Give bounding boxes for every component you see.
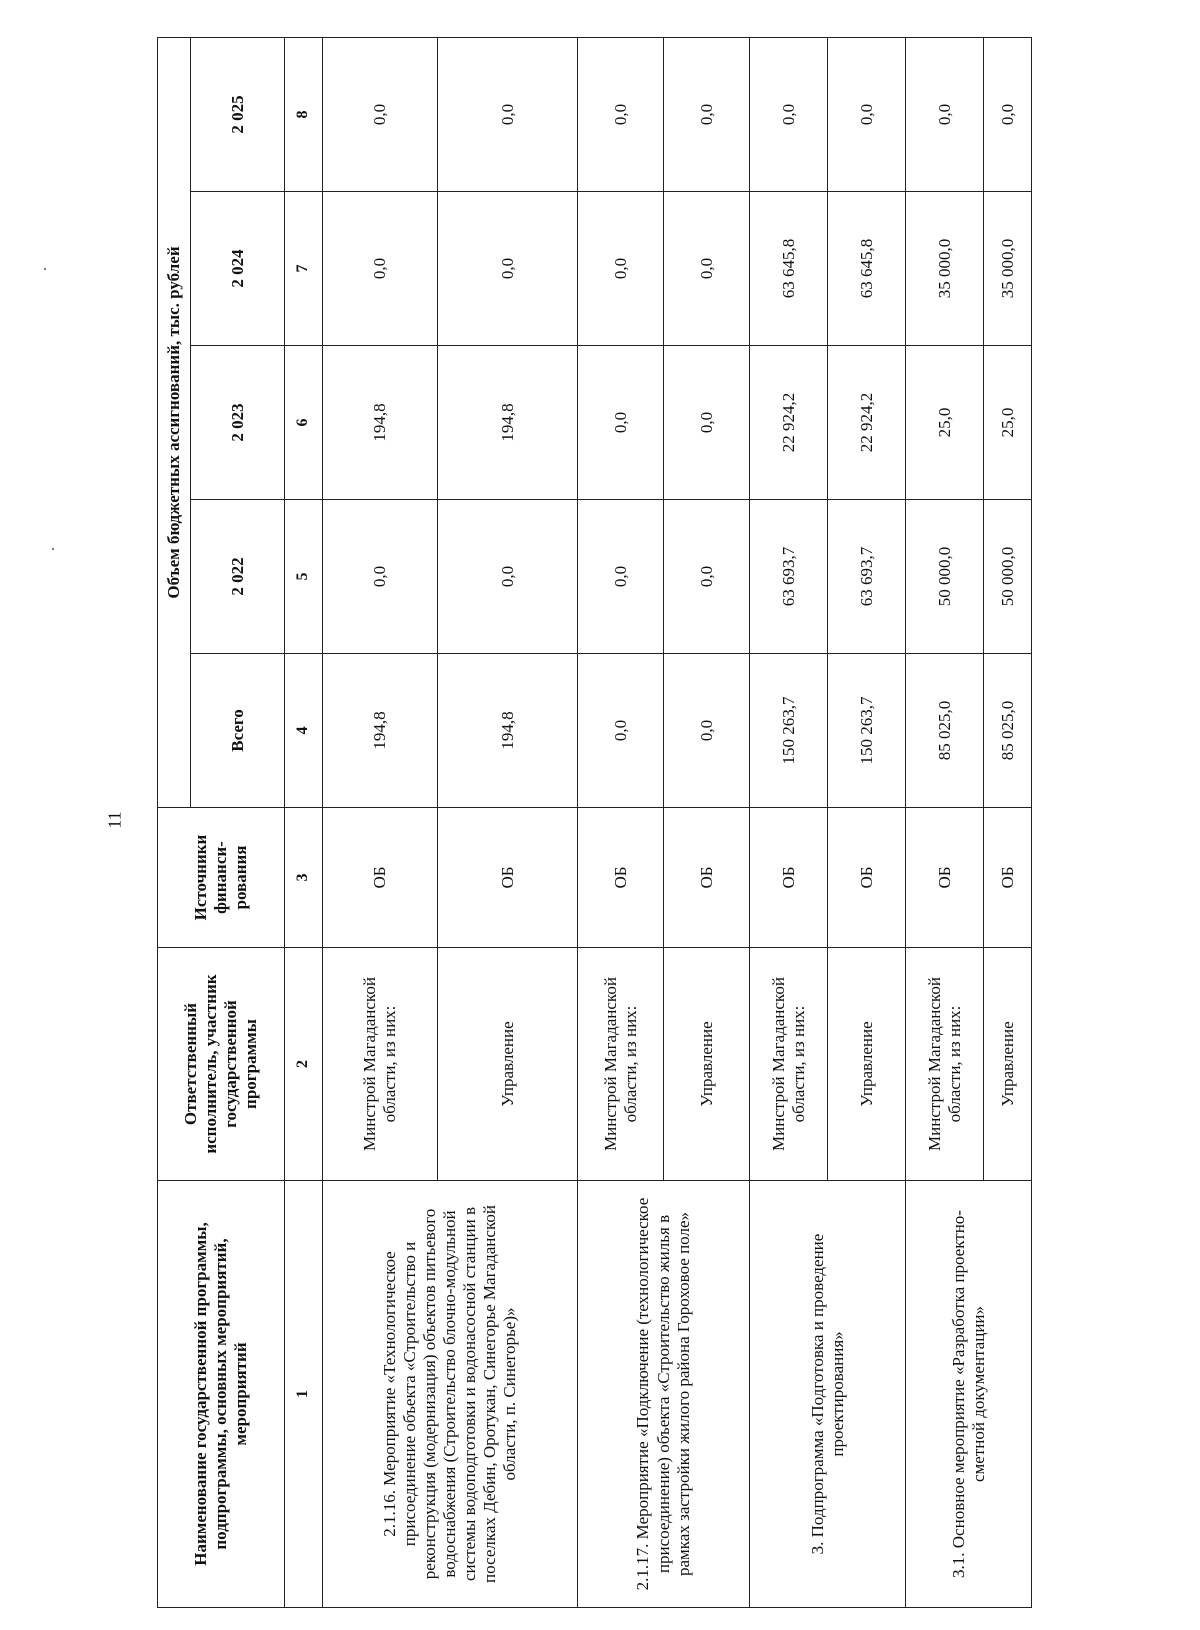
total-cell: 0,0 bbox=[664, 654, 750, 808]
y2025-cell: 0,0 bbox=[664, 37, 750, 191]
column-number-cell: 7 bbox=[285, 192, 323, 346]
header-2024: 2 024 bbox=[191, 192, 285, 346]
column-number-cell: 3 bbox=[285, 808, 323, 948]
page-number: 11 bbox=[104, 811, 125, 829]
executor-cell: Управление bbox=[984, 948, 1032, 1181]
y2022-cell: 0,0 bbox=[578, 500, 664, 654]
executor-cell: Управление bbox=[438, 948, 578, 1181]
y2023-cell: 22 924,2 bbox=[828, 346, 906, 500]
y2024-cell: 63 645,8 bbox=[750, 192, 828, 346]
executor-cell: Минстрой Магаданской области, из них: bbox=[750, 948, 828, 1181]
y2022-cell: 0,0 bbox=[323, 500, 438, 654]
y2025-cell: 0,0 bbox=[578, 37, 664, 191]
source-cell: ОБ bbox=[438, 808, 578, 948]
program-name-cell: 2.1.16. Мероприятие «Технологическое присоединение объекта «Строительство и реконструкция (модернизация) объектов питьевого водоснабжения (Строительство блочно-модульной системы водоподготовки и водонасосной станции в поселках Дебин, Оротукан, Синегорье Магаданской области, п. Синегорье)» bbox=[323, 1181, 578, 1608]
y2025-cell: 0,0 bbox=[984, 37, 1032, 191]
scan-speck bbox=[44, 268, 46, 270]
header-source: Источники финанси-рования bbox=[158, 808, 285, 948]
executor-cell: Минстрой Магаданской области, из них: bbox=[578, 948, 664, 1181]
y2024-cell: 63 645,8 bbox=[828, 192, 906, 346]
total-cell: 0,0 bbox=[578, 654, 664, 808]
y2023-cell: 22 924,2 bbox=[750, 346, 828, 500]
column-number-cell: 4 bbox=[285, 654, 323, 808]
table-row bbox=[578, 37, 664, 1607]
total-cell: 194,8 bbox=[323, 654, 438, 808]
y2023-cell: 0,0 bbox=[578, 346, 664, 500]
y2024-cell: 0,0 bbox=[438, 192, 578, 346]
y2022-cell: 63 693,7 bbox=[750, 500, 828, 654]
column-number-row bbox=[285, 37, 323, 1607]
y2025-cell: 0,0 bbox=[323, 37, 438, 191]
y2025-cell: 0,0 bbox=[828, 37, 906, 191]
source-cell: ОБ bbox=[664, 808, 750, 948]
source-cell: ОБ bbox=[578, 808, 664, 948]
y2022-cell: 50 000,0 bbox=[906, 500, 984, 654]
program-name-cell: 2.1.17. Мероприятие «Подключение (технологическое присоединение) объекта «Строительство жилья в рамках застройки жилого района Гороховое поле» bbox=[578, 1181, 750, 1608]
total-cell: 85 025,0 bbox=[906, 654, 984, 808]
executor-cell: Управление bbox=[828, 948, 906, 1181]
scan-speck bbox=[52, 548, 54, 550]
source-cell: ОБ bbox=[750, 808, 828, 948]
executor-cell: Управление bbox=[664, 948, 750, 1181]
y2024-cell: 35 000,0 bbox=[906, 192, 984, 346]
y2023-cell: 25,0 bbox=[906, 346, 984, 500]
header-name: Наименование государственной программы, подпрограммы, основных мероприятий, мероприятий bbox=[158, 1181, 285, 1608]
y2023-cell: 194,8 bbox=[323, 346, 438, 500]
header-2025: 2 025 bbox=[191, 37, 285, 191]
column-number-cell: 1 bbox=[285, 1181, 323, 1608]
y2024-cell: 35 000,0 bbox=[984, 192, 1032, 346]
budget-table bbox=[157, 37, 1032, 1608]
table-row bbox=[750, 37, 828, 1607]
header-total: Всего bbox=[191, 654, 285, 808]
table-row bbox=[906, 37, 984, 1607]
executor-cell: Минстрой Магаданской области, из них: bbox=[323, 948, 438, 1181]
source-cell: ОБ bbox=[323, 808, 438, 948]
y2024-cell: 0,0 bbox=[664, 192, 750, 346]
header-2023: 2 023 bbox=[191, 346, 285, 500]
column-number-cell: 2 bbox=[285, 948, 323, 1181]
source-cell: ОБ bbox=[906, 808, 984, 948]
source-cell: ОБ bbox=[984, 808, 1032, 948]
executor-cell: Минстрой Магаданской области, из них: bbox=[906, 948, 984, 1181]
table-row bbox=[323, 37, 438, 1607]
program-name-cell: 3. Подпрограмма «Подготовка и проведение проектирования» bbox=[750, 1181, 906, 1608]
column-number-cell: 6 bbox=[285, 346, 323, 500]
rotated-table-container bbox=[157, 38, 1017, 1608]
y2022-cell: 0,0 bbox=[664, 500, 750, 654]
total-cell: 150 263,7 bbox=[828, 654, 906, 808]
total-cell: 85 025,0 bbox=[984, 654, 1032, 808]
y2022-cell: 63 693,7 bbox=[828, 500, 906, 654]
y2025-cell: 0,0 bbox=[438, 37, 578, 191]
source-cell: ОБ bbox=[828, 808, 906, 948]
column-number-cell: 8 bbox=[285, 37, 323, 191]
y2022-cell: 0,0 bbox=[438, 500, 578, 654]
y2023-cell: 194,8 bbox=[438, 346, 578, 500]
header-2022: 2 022 bbox=[191, 500, 285, 654]
total-cell: 194,8 bbox=[438, 654, 578, 808]
total-cell: 150 263,7 bbox=[750, 654, 828, 808]
table-body bbox=[323, 37, 1032, 1607]
y2024-cell: 0,0 bbox=[323, 192, 438, 346]
y2022-cell: 50 000,0 bbox=[984, 500, 1032, 654]
header-executor: Ответственный исполнитель, участник государственной программы bbox=[158, 948, 285, 1181]
column-number-cell: 5 bbox=[285, 500, 323, 654]
header-volume-group: Объем бюджетных ассигнований, тыс. рублей bbox=[158, 37, 191, 807]
y2025-cell: 0,0 bbox=[750, 37, 828, 191]
y2023-cell: 25,0 bbox=[984, 346, 1032, 500]
program-name-cell: 3.1. Основное мероприятие «Разработка проектно-сметной документации» bbox=[906, 1181, 1032, 1608]
y2024-cell: 0,0 bbox=[578, 192, 664, 346]
y2025-cell: 0,0 bbox=[906, 37, 984, 191]
y2023-cell: 0,0 bbox=[664, 346, 750, 500]
